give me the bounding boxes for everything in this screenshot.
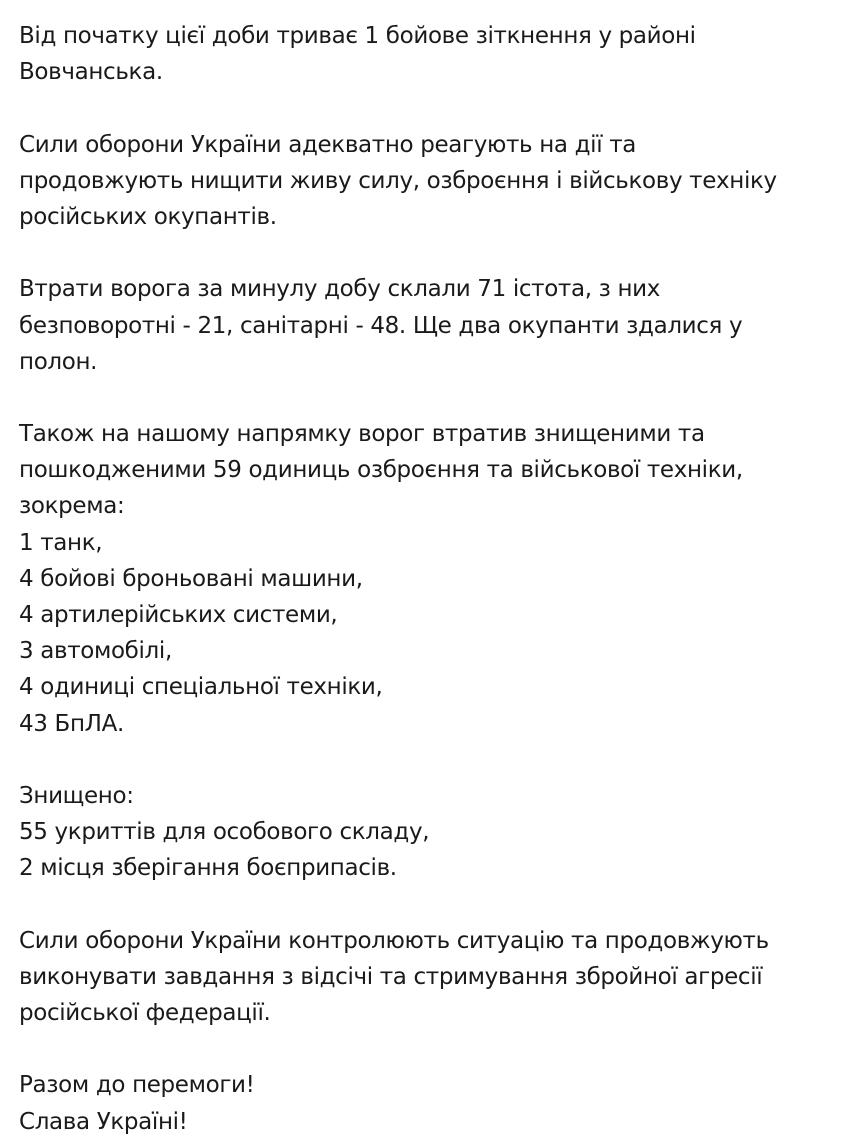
combat-clash-paragraph: [19, 18, 846, 90]
list-item-automobiles: 3 автомобілі,: [19, 638, 172, 665]
equipment-losses-paragraph: [19, 416, 846, 742]
list-item-artillery: 4 артилерійських системи,: [19, 602, 338, 628]
defense-response-paragraph: [19, 127, 846, 236]
text-line: російської федерації.: [19, 1000, 271, 1027]
paragraph-gap: [19, 887, 846, 923]
text-line: Сили оборони України контролюють ситуацію та продовжують: [19, 927, 769, 954]
paragraph-gap: [19, 742, 846, 778]
list-item-uav: 43 БпЛА.: [19, 710, 124, 737]
list-item-tank: 1 танк,: [19, 529, 103, 556]
text-line: російських окупантів.: [19, 203, 277, 230]
text-line: Сили оборони України адекватно реагують на дії та: [19, 131, 637, 158]
text-line: Слава Україні!: [19, 1108, 188, 1135]
list-item-shelters: 55 укриттів для особового складу,: [19, 819, 430, 846]
situation-control-paragraph: [19, 923, 846, 1032]
destroyed-paragraph: [19, 778, 846, 887]
list-item-ammo-storage: 2 місця зберігання боєприпасів.: [19, 855, 397, 882]
text-line: безповоротні - 21, санітарні - 48. Ще два окупанти здалися у: [19, 312, 743, 339]
closing-paragraph: [19, 1067, 846, 1139]
text-line: продовжують нищити живу силу, озброєння і військову техніку: [19, 167, 777, 194]
text-line: Втрати ворога за минулу добу склали 71 істота, з них: [19, 276, 661, 303]
text-line: Від початку цієї доби триває 1 бойове зіткнення у районі: [19, 23, 696, 49]
list-item-special-equipment: 4 одиниці спеціальної техніки,: [19, 674, 383, 701]
text-line: зокрема:: [19, 493, 125, 520]
text-line: Разом до перемоги!: [19, 1072, 255, 1099]
enemy-losses-paragraph: [19, 271, 846, 380]
text-line: Також на нашому напрямку ворог втратив знищеними та: [19, 421, 705, 448]
paragraph-gap: [19, 380, 846, 416]
paragraph-gap: [19, 235, 846, 271]
list-item-armored-vehicles: 4 бойові броньовані машини,: [19, 565, 363, 592]
text-line: виконувати завдання з відсічі та стримування збройної агресії: [19, 963, 763, 990]
text-line: полон.: [19, 348, 98, 375]
paragraph-gap: [19, 1031, 846, 1067]
text-line: Вовчанська.: [19, 59, 163, 86]
paragraph-gap: [19, 90, 846, 126]
text-line: пошкодженими 59 одиниць озброєння та військової техніки,: [19, 457, 743, 484]
text-line: Знищено:: [19, 782, 134, 809]
